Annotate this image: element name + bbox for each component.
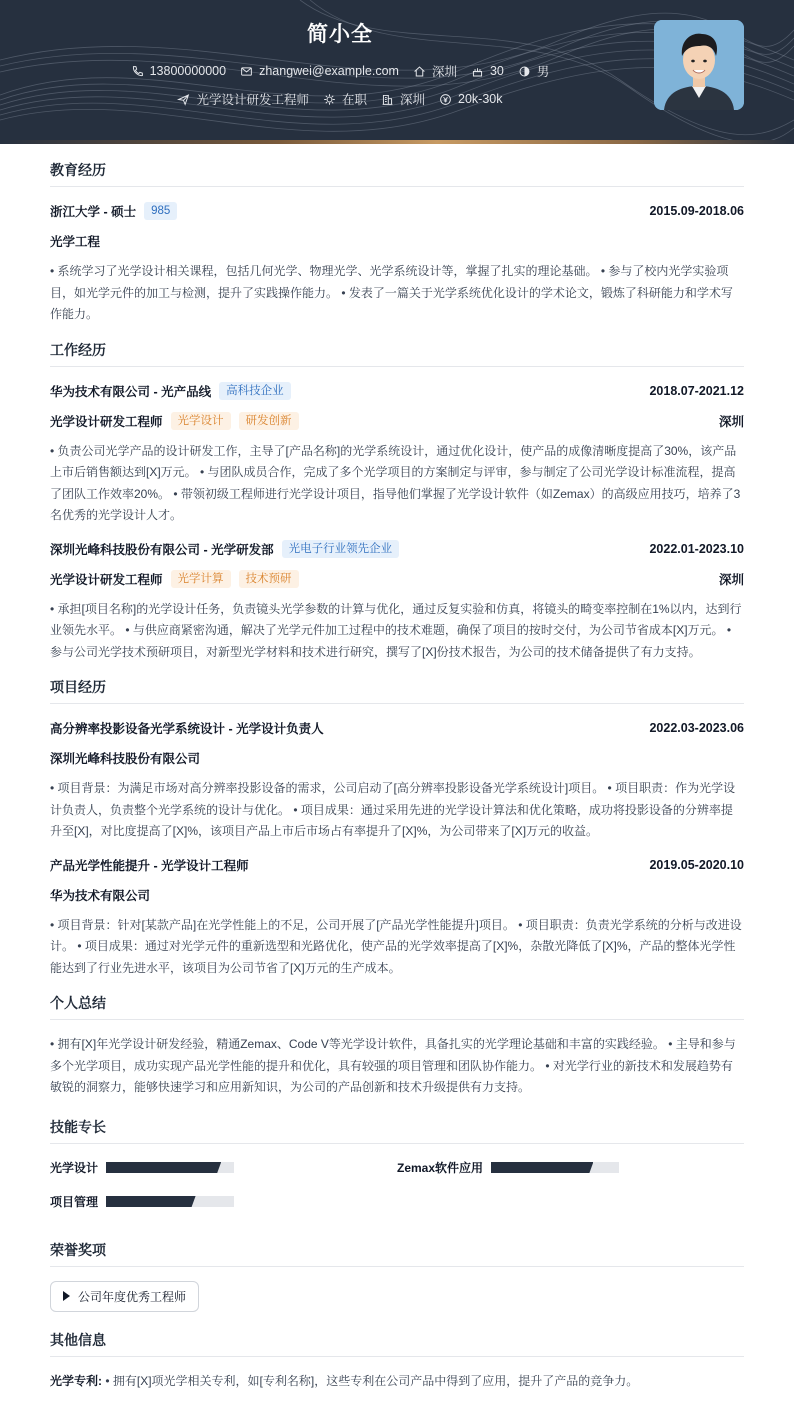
section-title-awards: 荣誉奖项 — [50, 1240, 744, 1267]
skill-name: 项目管理 — [50, 1195, 99, 1209]
status-info — [323, 90, 367, 108]
age-icon — [471, 65, 484, 78]
salary-icon — [439, 93, 452, 106]
section-title-education: 教育经历 — [50, 160, 744, 187]
project-company-row — [50, 885, 744, 905]
project-entry — [50, 718, 744, 843]
other-text: • 拥有[X]项光学相关专利，如[专利名称]，这些专利在公司产品中得到了应用，提升了产品的竞争力。 — [105, 1373, 639, 1388]
position-row — [50, 569, 744, 589]
skill-tag: 光学计算 — [171, 570, 231, 588]
summary-section — [50, 993, 744, 1099]
company-tag: 高科技企业 — [219, 382, 291, 400]
company-tag: 光电子行业领先企业 — [282, 540, 400, 558]
skills-list — [50, 1158, 744, 1226]
skill-bar-fill — [106, 1196, 196, 1207]
section-title-other: 其他信息 — [50, 1330, 744, 1357]
salary-text: 20k-30k — [458, 92, 503, 106]
job-intent-row — [0, 90, 680, 108]
award-toggle[interactable] — [50, 1281, 199, 1312]
skill-item — [50, 1192, 397, 1212]
work-city: 深圳 — [718, 572, 744, 587]
gender-info — [518, 62, 550, 80]
project-company-row — [50, 748, 744, 768]
project-description: • 项目背景：针对[某款产品]在光学性能上的不足，公司开展了[产品光学性能提升]项目。 • 项目职责：负责光学系统的分析与改进设计。 • 项目成果：通过对光学元件的重新选型和光路优化，使产品的光学效率提高了[X]%，杂散光降低了[X]%，产品的整体光学性能达到了行业先进水平，该项目为公司节省了[X]万元的生产成本。 — [50, 917, 742, 975]
skill-tag: 技术预研 — [239, 570, 299, 588]
position-row — [50, 411, 744, 431]
project-header-row — [50, 718, 744, 738]
age-info — [471, 64, 504, 78]
position-title: 光学设计研发工程师 — [50, 572, 163, 587]
phone-info — [131, 64, 226, 78]
work-period: 2018.07-2021.12 — [649, 383, 744, 398]
send-icon — [177, 93, 190, 106]
job-title-text: 光学设计研发工程师 — [196, 93, 309, 107]
skill-bar-fill — [491, 1162, 593, 1173]
mail-icon — [240, 65, 253, 78]
education-entry — [50, 201, 744, 326]
work-header-row — [50, 539, 744, 559]
building-icon — [381, 93, 394, 106]
skill-tag: 光学设计 — [171, 412, 231, 430]
section-title-projects: 项目经历 — [50, 677, 744, 704]
skill-tag: 研发创新 — [239, 412, 299, 430]
school-name: 浙江大学 - 硕士 — [50, 205, 137, 219]
salary-info — [439, 92, 502, 106]
skill-bar — [106, 1196, 234, 1207]
education-description: • 系统学习了光学设计相关课程，包括几何光学、物理光学、光学系统设计等，掌握了扎实的理论基础。 • 参与了校内光学实验项目，如光学元件的加工与检测，提升了实践操作能力。 • 发表了一篇关于光学系统优化设计的学术论文，锻炼了科研能力和学术写作能力。 — [50, 264, 733, 321]
other-info — [50, 1371, 744, 1392]
work-entry — [50, 381, 744, 527]
skill-item — [50, 1158, 397, 1178]
phone-icon — [131, 65, 144, 78]
project-entry — [50, 855, 744, 980]
city-text: 深圳 — [400, 93, 426, 107]
status-icon — [323, 93, 336, 106]
company-name: 深圳光峰科技股份有限公司 - 光学研发部 — [50, 542, 274, 557]
project-company: 华为技术有限公司 — [50, 888, 151, 903]
skill-name: Zemax软件应用 — [397, 1161, 484, 1175]
other-section — [50, 1330, 744, 1392]
summary-text: • 拥有[X]年光学设计研发经验，精通Zemax、Code V等光学设计软件，具备扎实的光学理论基础和丰富的实践经验。 • 主导和参与多个光学项目，成功实现产品光学性能的提升和优化，具有较强的项目管理和团队协作能力。 • 对光学行业的新技术和发展趋势有敏锐的洞察力，能够快速学习和应用新知识，为公司的产品创新和技术升级提供有力支持。 — [50, 1037, 736, 1094]
school-tag: 985 — [144, 202, 177, 220]
work-entry — [50, 539, 744, 664]
city-info — [381, 90, 425, 108]
job-title-info — [177, 90, 309, 108]
gender-text: 男 — [536, 65, 550, 79]
work-period: 2022.01-2023.10 — [649, 541, 744, 556]
skill-item — [397, 1158, 744, 1178]
skill-bar — [106, 1162, 234, 1173]
awards-section — [50, 1240, 744, 1312]
education-section — [50, 160, 744, 326]
projects-section — [50, 677, 744, 979]
section-title-summary: 个人总结 — [50, 993, 744, 1020]
age-text: 30 — [489, 64, 504, 78]
gender-icon — [518, 65, 531, 78]
project-title: 产品光学性能提升 - 光学设计工程师 — [50, 858, 249, 873]
section-title-work: 工作经历 — [50, 340, 744, 367]
project-header-row — [50, 855, 744, 875]
status-text: 在职 — [342, 93, 368, 107]
email-address: zhangwei@example.com — [259, 64, 399, 78]
company-name: 华为技术有限公司 - 光产品线 — [50, 384, 212, 399]
major-name: 光学工程 — [50, 235, 101, 249]
education-period: 2015.09-2018.06 — [649, 204, 744, 218]
contact-row — [0, 62, 680, 80]
location-info — [413, 62, 457, 80]
other-label: 光学专利: — [50, 1373, 102, 1388]
avatar — [654, 20, 744, 110]
work-section — [50, 340, 744, 664]
header-accent-bar — [0, 140, 794, 144]
project-title: 高分辨率投影设备光学系统设计 - 光学设计负责人 — [50, 722, 324, 736]
skill-name: 光学设计 — [50, 1161, 99, 1175]
skills-section — [50, 1117, 744, 1226]
education-header-row — [50, 201, 744, 221]
avatar-portrait — [654, 20, 744, 110]
email-info — [240, 64, 399, 78]
skill-bar-fill — [106, 1162, 221, 1173]
project-company: 深圳光峰科技股份有限公司 — [50, 752, 201, 766]
project-description: • 项目背景：为满足市场对高分辨率投影设备的需求，公司启动了[高分辨率投影设备光学系统设计]项目。 • 项目职责：作为光学设计负责人，负责整个光学系统的设计与优化。 • 项目成果：通过采用先进的光学设计算法和优化策略，成功将投影设备的分辨率提升至[X]，对比度提高了[X]%，该项目产品上市后市场占有率提升了[X]%，为公司带来了[X]万元的收益。 — [50, 781, 736, 838]
location-text: 深圳 — [431, 65, 457, 79]
caret-right-icon — [63, 1291, 70, 1301]
candidate-name: 简小全 — [307, 23, 373, 46]
work-description: • 负责公司光学产品的设计研发工作，主导了[产品名称]的光学系统设计，通过优化设计，使产品的成像清晰度提高了30%，该产品上市后销售额达到[X]万元。 • 与团队成员合作，完成了多个光学项目的方案制定与评审，参与制定了公司光学设计标准流程，提高了团队工作效率20%。 • 带领初级工程师进行光学设计项目，指导他们掌握了光学设计软件（如Zemax）的高级应用技巧，培养了3名优秀的光学设计人才。 — [50, 443, 741, 522]
skill-bar — [491, 1162, 619, 1173]
major-row — [50, 231, 744, 251]
home-icon — [413, 65, 426, 78]
resume-body — [50, 160, 744, 1406]
work-description: • 承担[项目名称]的光学设计任务，负责镜头光学参数的计算与优化，通过反复实验和仿真，将镜头的畸变率控制在1%以内，达到行业领先水平。 • 与供应商紧密沟通，解决了光学元件加工过程中的技术难题，确保了项目的按时交付，为公司节省成本[X]万元。 • 参与公司光学技术预研项目，对新型光学材料和技术进行研究，撰写了[X]份技术报告，为公司的技术储备提供了有力支持。 — [50, 601, 742, 659]
work-city: 深圳 — [718, 414, 744, 429]
work-header-row — [50, 381, 744, 401]
project-period: 2019.05-2020.10 — [649, 857, 744, 872]
position-title: 光学设计研发工程师 — [50, 414, 163, 429]
phone-number: 13800000000 — [149, 64, 227, 78]
section-title-skills: 技能专长 — [50, 1117, 744, 1144]
project-period: 2022.03-2023.06 — [649, 721, 744, 735]
resume-header — [0, 0, 794, 140]
award-name: 公司年度优秀工程师 — [78, 1289, 187, 1304]
